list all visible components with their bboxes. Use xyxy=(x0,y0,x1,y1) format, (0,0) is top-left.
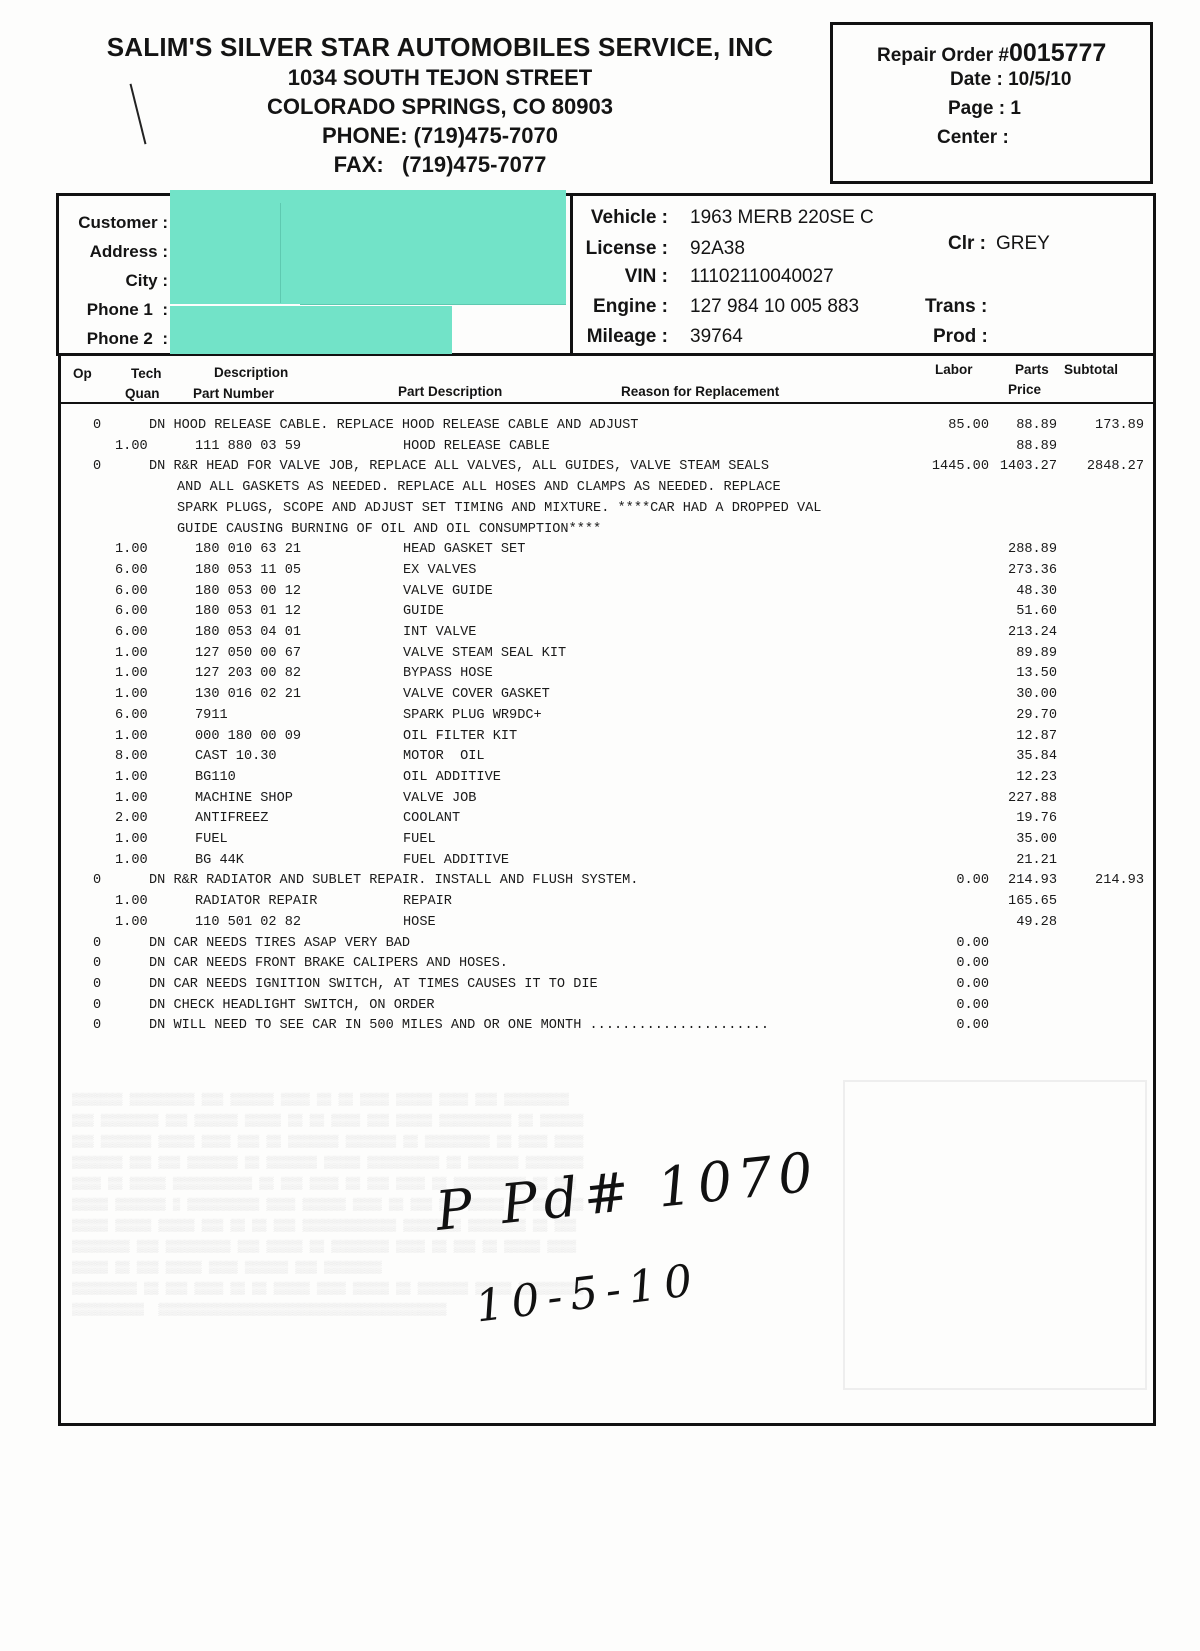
handwritten-date: 10-5-10 xyxy=(472,1254,703,1333)
city-label: City : xyxy=(125,271,168,290)
repair-order-number: Repair Order #0015777 xyxy=(877,39,1107,67)
part-qty: 1.00 xyxy=(115,852,148,868)
part-number: 111 880 03 59 xyxy=(195,438,302,454)
part-description: SPARK PLUG WR9DC+ xyxy=(403,707,542,723)
part-description: FUEL ADDITIVE xyxy=(403,852,510,868)
part-number: 180 053 11 05 xyxy=(195,562,302,578)
job-op: 0 xyxy=(93,935,102,951)
redaction-edge xyxy=(280,203,281,303)
part-description: GUIDE xyxy=(403,604,444,620)
job-labor: 0.00 xyxy=(956,873,989,889)
job-description: DN CAR NEEDS FRONT BRAKE CALIPERS AND HOSES. xyxy=(149,956,508,972)
job-description: DN R&R HEAD FOR VALVE JOB, REPLACE ALL VALVES, ALL GUIDES, VALVE STEAM SEALS xyxy=(149,459,769,475)
part-number: BG 44K xyxy=(195,852,244,868)
part-number: 110 501 02 82 xyxy=(195,914,302,930)
part-number: 180 053 04 01 xyxy=(195,625,302,640)
part-price: 273.36 xyxy=(1008,562,1057,578)
job-labor: 0.00 xyxy=(956,976,989,992)
shop-name: SALIM'S SILVER STAR AUTOMOBILES SERVICE, INC xyxy=(106,32,774,62)
shop-city: COLORADO SPRINGS, CO 80903 xyxy=(267,94,613,119)
part-number: RADIATOR REPAIR xyxy=(195,894,318,910)
part-price: 227.88 xyxy=(1008,790,1057,806)
prod-label: Prod : xyxy=(933,326,988,347)
job-description: DN CAR NEEDS IGNITION SWITCH, AT TIMES CAUSES IT TO DIE xyxy=(149,976,598,992)
customer-label: Customer : xyxy=(78,213,168,232)
part-description: FUEL xyxy=(403,832,436,847)
job-description: DN HOOD RELEASE CABLE. REPLACE HOOD RELEASE CABLE AND ADJUST xyxy=(149,418,639,433)
redaction-block xyxy=(170,190,566,304)
ghost-totals-box xyxy=(843,1080,1147,1390)
part-price: 88.89 xyxy=(1016,438,1057,454)
job-op: 0 xyxy=(93,1018,102,1034)
part-description: COOLANT xyxy=(403,811,461,827)
part-description: VALVE STEAM SEAL KIT xyxy=(403,645,567,661)
part-description: VALVE COVER GASKET xyxy=(403,687,550,703)
order-page: Page : 1 xyxy=(948,98,1021,119)
part-number: 7911 xyxy=(195,707,228,723)
redaction-edge xyxy=(300,304,566,305)
job-subtotal: 214.93 xyxy=(1095,873,1144,889)
part-qty: 8.00 xyxy=(115,749,148,765)
part-qty: 1.00 xyxy=(115,894,148,910)
job-description: SPARK PLUGS, SCOPE AND ADJUST SET TIMING AND MIXTURE. ****CAR HAD A DROPPED VAL xyxy=(177,500,822,516)
col-subtotal: Subtotal xyxy=(1064,362,1118,377)
part-price: 48.30 xyxy=(1016,583,1057,599)
part-description: OIL FILTER KIT xyxy=(403,728,518,744)
order-date: Date : 10/5/10 xyxy=(950,69,1072,90)
part-number: 130 016 02 21 xyxy=(195,687,302,703)
job-parts: 88.89 xyxy=(1016,418,1057,433)
handwritten-paid-note: P Pd# 1070 xyxy=(432,1140,822,1243)
job-op: 0 xyxy=(93,997,102,1013)
mileage-value: 39764 xyxy=(690,326,743,347)
job-op: 0 xyxy=(93,459,102,475)
col-op: Op xyxy=(73,366,92,381)
part-price: 30.00 xyxy=(1016,687,1057,703)
job-op: 0 xyxy=(93,873,102,889)
part-price: 89.89 xyxy=(1016,645,1057,661)
part-price: 49.28 xyxy=(1016,914,1057,930)
part-qty: 1.00 xyxy=(115,645,148,661)
job-description: AND ALL GASKETS AS NEEDED. REPLACE ALL HOSES AND CLAMPS AS NEEDED. REPLACE xyxy=(177,480,781,496)
part-price: 12.23 xyxy=(1016,769,1057,785)
part-price: 165.65 xyxy=(1008,894,1057,910)
mileage-label: Mileage : xyxy=(586,326,668,347)
engine-label: Engine : xyxy=(593,296,668,317)
part-qty: 1.00 xyxy=(115,542,148,558)
shop-fax: FAX: (719)475-7077 xyxy=(333,152,547,177)
job-parts: 214.93 xyxy=(1008,873,1057,889)
part-number: MACHINE SHOP xyxy=(195,790,293,806)
vin-label: VIN : xyxy=(624,266,668,287)
part-number: 000 180 00 09 xyxy=(195,728,302,744)
job-description: GUIDE CAUSING BURNING OF OIL AND OIL CONSUMPTION**** xyxy=(177,521,602,537)
part-number: 180 053 01 12 xyxy=(195,604,302,620)
part-description: MOTOR OIL xyxy=(403,749,485,765)
part-qty: 6.00 xyxy=(115,562,148,578)
part-number: BG110 xyxy=(195,769,236,785)
part-qty: 1.00 xyxy=(115,790,148,806)
job-op: 0 xyxy=(93,956,102,972)
col-parts-price: Parts xyxy=(1015,362,1049,377)
part-price: 13.50 xyxy=(1016,666,1057,682)
part-number: 180 053 00 12 xyxy=(195,583,302,599)
part-description: EX VALVES xyxy=(403,562,477,578)
part-number: 180 010 63 21 xyxy=(195,542,302,558)
col-quan: Quan xyxy=(125,386,160,401)
phone1-label: Phone 1 : xyxy=(86,300,168,319)
col-reason: Reason for Replacement xyxy=(621,384,780,399)
part-number: FUEL xyxy=(195,832,228,847)
phone2-label: Phone 2 : xyxy=(86,329,168,348)
col-tech: Tech xyxy=(131,366,162,381)
part-qty: 6.00 xyxy=(115,583,148,599)
column-header-rule xyxy=(58,402,1156,404)
address-label: Address : xyxy=(89,242,168,261)
part-number: CAST 10.30 xyxy=(195,749,277,765)
job-op: 0 xyxy=(93,418,102,433)
shop-phone: PHONE: (719)475-7070 xyxy=(321,123,558,148)
part-description: HOOD RELEASE CABLE xyxy=(403,438,550,454)
part-price: 35.00 xyxy=(1016,832,1057,847)
part-qty: 1.00 xyxy=(115,666,148,682)
job-labor: 0.00 xyxy=(956,935,989,951)
part-qty: 2.00 xyxy=(115,811,148,827)
col-part-number: Part Number xyxy=(193,386,275,401)
part-description: OIL ADDITIVE xyxy=(403,769,501,785)
part-number: ANTIFREEZ xyxy=(195,811,269,827)
box-divider xyxy=(570,193,573,356)
part-qty: 1.00 xyxy=(115,914,148,930)
job-subtotal: 2848.27 xyxy=(1086,459,1144,475)
shop-street: 1034 SOUTH TEJON STREET xyxy=(287,65,593,90)
part-qty: 1.00 xyxy=(115,832,148,847)
redaction-block xyxy=(170,306,452,354)
part-qty: 6.00 xyxy=(115,604,148,620)
part-description: INT VALVE xyxy=(403,625,477,640)
part-description: VALVE JOB xyxy=(403,790,477,806)
part-qty: 1.00 xyxy=(115,438,148,454)
part-price: 51.60 xyxy=(1016,604,1057,620)
license-label: License : xyxy=(585,238,668,259)
job-description: DN CAR NEEDS TIRES ASAP VERY BAD xyxy=(149,935,411,951)
order-center: Center : xyxy=(937,127,1009,148)
part-price: 288.89 xyxy=(1008,542,1057,558)
part-price: 19.76 xyxy=(1016,811,1057,827)
job-labor: 0.00 xyxy=(956,956,989,972)
part-qty: 1.00 xyxy=(115,687,148,703)
job-subtotal: 173.89 xyxy=(1095,418,1144,433)
job-description: DN CHECK HEADLIGHT SWITCH, ON ORDER xyxy=(149,997,435,1013)
vehicle-value: 1963 MERB 220SE C xyxy=(690,207,874,228)
part-price: 29.70 xyxy=(1016,707,1057,723)
part-qty: 6.00 xyxy=(115,707,148,723)
job-labor: 0.00 xyxy=(956,997,989,1013)
part-price: 21.21 xyxy=(1016,852,1057,868)
part-price: 12.87 xyxy=(1016,728,1057,744)
col-labor: Labor xyxy=(935,362,973,377)
trans-label: Trans : xyxy=(925,296,988,317)
col-parts-price: Price xyxy=(1008,382,1042,397)
job-description: DN R&R RADIATOR AND SUBLET REPAIR. INSTALL AND FLUSH SYSTEM. xyxy=(149,873,639,889)
ghost-text: ▒▒▒▒▒▒▒ ▒▒▒▒▒▒▒▒▒ ▒▒▒ ▒▒▒▒▒▒ ▒▒▒▒ ▒▒ ▒▒ ▒▒▒▒ ▒▒▒▒▒ ▒▒▒▒ ▒▒▒ ▒▒▒▒▒▒▒▒▒ ▒▒▒ ▒▒▒▒▒▒▒▒ ▒▒▒ ▒▒▒▒▒▒ ▒▒▒▒▒ ▒▒ ▒▒ ▒▒▒▒ ▒▒▒ ▒▒▒▒▒ ▒▒▒▒▒▒▒▒▒▒ ▒▒ ▒▒▒▒▒▒ ▒▒▒ ▒▒▒▒▒▒▒ ▒▒▒▒▒ ▒▒▒▒ ▒▒▒ ▒▒ ▒▒▒▒▒▒▒ ▒▒▒▒▒▒▒ ▒▒ ▒▒▒▒▒▒▒▒▒ ▒▒ ▒▒▒▒ ▒▒▒▒ ▒▒▒▒▒▒▒ ▒▒▒ ▒▒▒ ▒▒▒▒▒▒▒ ▒▒ ▒▒▒▒▒▒▒ ▒▒▒▒▒ ▒▒▒▒▒▒▒▒▒▒ ▒▒ ▒▒▒▒▒▒▒ ▒▒▒▒▒▒▒▒ ▒▒▒▒ ▒▒ ▒▒▒▒▒ ▒▒▒▒▒▒▒▒▒▒▒ ▒▒ ▒▒▒ ▒▒▒▒ ▒▒ ▒▒▒ ▒▒▒▒ ▒▒ ▒▒▒▒▒▒▒▒▒▒ ▒▒ ▒▒▒ ▒▒▒▒▒ ▒▒▒▒▒▒▒ ▒ ▒▒▒▒▒▒▒▒▒▒ ▒▒▒▒ ▒▒▒▒▒▒ ▒▒▒▒ ▒▒ ▒▒▒ ▒▒▒ ▒▒▒▒▒ ▒▒ ▒▒▒▒ ▒▒ ▒▒▒▒▒ ▒▒▒▒▒ ▒▒▒▒▒ ▒▒▒ ▒▒ ▒▒ ▒▒▒ ▒▒▒▒▒▒▒▒▒▒▒▒▒ ▒▒▒▒▒▒▒▒ ▒▒▒▒▒▒▒▒ ▒▒ ▒▒▒ ▒▒▒▒▒▒▒▒ ▒▒▒ ▒▒▒▒▒▒▒▒▒ ▒▒▒ ▒▒▒▒▒ ▒▒ ▒▒▒▒▒▒▒▒ ▒▒▒▒ ▒▒ ▒▒▒ ▒▒ ▒▒▒▒▒ ▒▒▒▒ ▒▒▒▒▒ ▒▒ ▒▒▒ ▒▒▒▒▒ ▒▒▒▒ ▒▒▒▒▒▒ ▒▒▒ ▒▒▒▒▒▒▒▒ ▒▒▒▒▒▒▒▒▒ ▒▒ ▒▒▒ ▒▒▒▒ ▒▒ ▒▒ ▒▒▒▒▒ ▒▒▒▒ ▒▒▒▒▒ ▒▒ ▒▒▒▒▒▒▒ ▒▒▒▒▒ ▒▒▒▒▒▒▒▒▒ ▒▒▒▒▒▒▒▒▒▒ ▒▒▒▒▒▒▒▒▒▒▒▒▒▒▒▒▒▒▒▒▒▒▒▒▒▒▒▒▒▒▒▒▒▒▒▒▒▒▒▒ xyxy=(72,1093,584,1317)
repair-order-box xyxy=(830,22,1153,184)
part-qty: 1.00 xyxy=(115,728,148,744)
license-value: 92A38 xyxy=(690,238,745,259)
part-number: 127 203 00 82 xyxy=(195,666,302,682)
color-label: Clr : xyxy=(948,233,986,254)
job-labor: 85.00 xyxy=(948,418,989,433)
col-part-description: Part Description xyxy=(398,384,503,399)
job-labor: 1445.00 xyxy=(931,459,989,475)
job-description: DN WILL NEED TO SEE CAR IN 500 MILES AND OR ONE MONTH ...................... xyxy=(149,1018,769,1034)
part-description: BYPASS HOSE xyxy=(403,666,493,682)
part-number: 127 050 00 67 xyxy=(195,645,302,661)
part-price: 35.84 xyxy=(1016,749,1057,765)
part-description: VALVE GUIDE xyxy=(403,583,493,599)
job-parts: 1403.27 xyxy=(999,459,1057,475)
part-description: HEAD GASKET SET xyxy=(403,542,526,558)
vehicle-label: Vehicle : xyxy=(590,207,668,228)
part-description: HOSE xyxy=(403,914,436,930)
col-description: Description xyxy=(214,365,289,380)
part-qty: 1.00 xyxy=(115,769,148,785)
vin-value: 11102110040027 xyxy=(690,266,834,287)
job-op: 0 xyxy=(93,976,102,992)
part-price: 213.24 xyxy=(1008,625,1057,640)
part-description: REPAIR xyxy=(403,894,452,910)
job-labor: 0.00 xyxy=(956,1018,989,1034)
color-value: GREY xyxy=(996,233,1050,254)
part-qty: 6.00 xyxy=(115,625,148,640)
engine-value: 127 984 10 005 883 xyxy=(690,296,860,317)
